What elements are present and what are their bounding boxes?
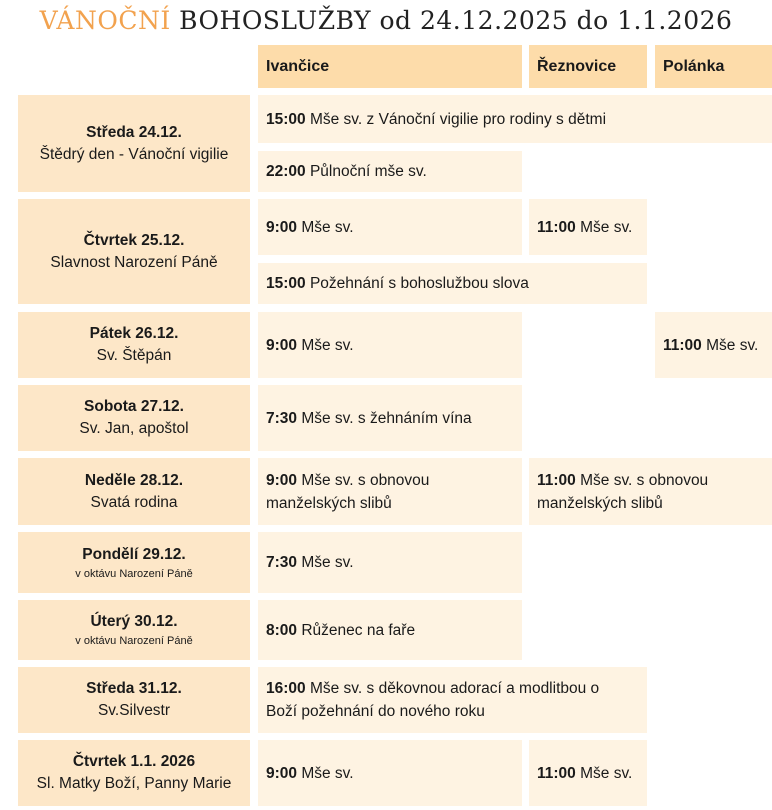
day-subtitle: Svatá rodina <box>90 493 178 511</box>
event-time: 9:00 <box>266 471 298 489</box>
event-cell <box>258 740 522 806</box>
day-name: Úterý 30.12. <box>90 613 178 630</box>
event-cell <box>258 667 647 733</box>
event-time: 9:00 <box>266 764 298 782</box>
event-cell <box>258 532 522 593</box>
day-cell <box>18 199 250 304</box>
day-subtitle: Sv.Silvestr <box>97 702 171 719</box>
event-description: Růženec na faře <box>297 621 416 639</box>
event-description: Mše sv. s děkovnou adorací a modlitbou o Boží požehnání do nového roku <box>266 680 600 720</box>
day-subtitle: v oktávu Narození Páně <box>75 567 193 580</box>
day-cell <box>18 312 250 378</box>
event-time: 11:00 <box>537 471 576 489</box>
event-cell <box>258 95 772 143</box>
event-time: 11:00 <box>537 764 576 782</box>
event-description: Mše sv. <box>297 336 354 354</box>
event-time: 16:00 <box>266 680 306 697</box>
event-time: 11:00 <box>663 336 702 354</box>
event-cell <box>529 199 647 255</box>
day-subtitle: Slavnost Narození Páně <box>50 253 218 271</box>
event-cell <box>655 312 772 378</box>
event-time: 22:00 <box>266 163 306 180</box>
event-description: Mše sv. s žehnáním vína <box>297 409 472 427</box>
event-cell <box>258 312 522 378</box>
day-subtitle: Sl. Matky Boží, Panny Marie <box>36 775 232 792</box>
event-time: 15:00 <box>266 110 306 128</box>
day-name: Neděle 28.12. <box>84 471 184 489</box>
title-rest: BOHOSLUŽBY od 24.12.2025 do 1.1.2026 <box>170 6 733 35</box>
event-description: Mše sv. s obnovou manželských slibů <box>266 471 430 512</box>
title-accent: VÁNOČNÍ <box>39 6 171 35</box>
event-cell <box>529 740 647 806</box>
day-subtitle: Sv. Jan, apoštol <box>79 420 189 437</box>
day-name: Pondělí 29.12. <box>82 545 186 563</box>
day-subtitle: Štědrý den - Vánoční vigilie <box>39 145 229 163</box>
event-cell <box>258 263 647 304</box>
event-time: 8:00 <box>266 621 298 639</box>
event-time: 9:00 <box>266 336 298 354</box>
event-cell <box>258 600 522 660</box>
event-time: 9:00 <box>266 218 298 236</box>
day-subtitle: v oktávu Narození Páně <box>75 635 193 647</box>
event-description: Mše sv. <box>575 764 633 782</box>
day-cell <box>18 385 250 451</box>
day-cell <box>18 667 250 733</box>
event-cell <box>529 458 772 525</box>
day-name: Středa 24.12. <box>86 123 182 141</box>
event-description: Půlnoční mše sv. <box>305 163 427 180</box>
event-cell <box>258 199 522 255</box>
event-description: Mše sv. <box>575 218 633 236</box>
event-description: Mše sv. <box>297 218 354 236</box>
day-cell <box>18 532 250 593</box>
event-time: 7:30 <box>266 409 298 427</box>
event-cell <box>258 458 522 525</box>
day-name: Středa 31.12. <box>86 680 182 697</box>
event-description: Mše sv. <box>701 336 759 354</box>
day-name: Sobota 27.12. <box>84 398 184 415</box>
event-description: Mše sv. z Vánoční vigilie pro rodiny s dětmi <box>305 110 607 128</box>
event-time: 7:30 <box>266 554 298 571</box>
day-name: Pátek 26.12. <box>89 325 179 342</box>
event-description: Mše sv. <box>297 764 354 782</box>
day-name: Čtvrtek 25.12. <box>83 231 185 249</box>
day-subtitle: Sv. Štěpán <box>96 347 172 364</box>
page-title <box>0 6 772 35</box>
event-description: Požehnání s bohoslužbou slova <box>305 275 529 292</box>
event-description: Mše sv. s obnovou manželských slibů <box>537 471 709 512</box>
column-header-reznovice: Řeznovice <box>529 45 647 88</box>
column-header-ivancice: Ivančice <box>258 45 522 88</box>
event-cell <box>258 385 522 451</box>
day-cell <box>18 95 250 192</box>
day-cell <box>18 600 250 660</box>
column-header-polanka: Polánka <box>655 45 772 88</box>
event-time: 11:00 <box>537 218 576 236</box>
day-cell <box>18 458 250 525</box>
day-cell <box>18 740 250 806</box>
event-time: 15:00 <box>266 275 306 292</box>
day-name: Čtvrtek 1.1. 2026 <box>72 753 196 770</box>
event-description: Mše sv. <box>297 554 354 571</box>
event-cell <box>258 151 522 192</box>
